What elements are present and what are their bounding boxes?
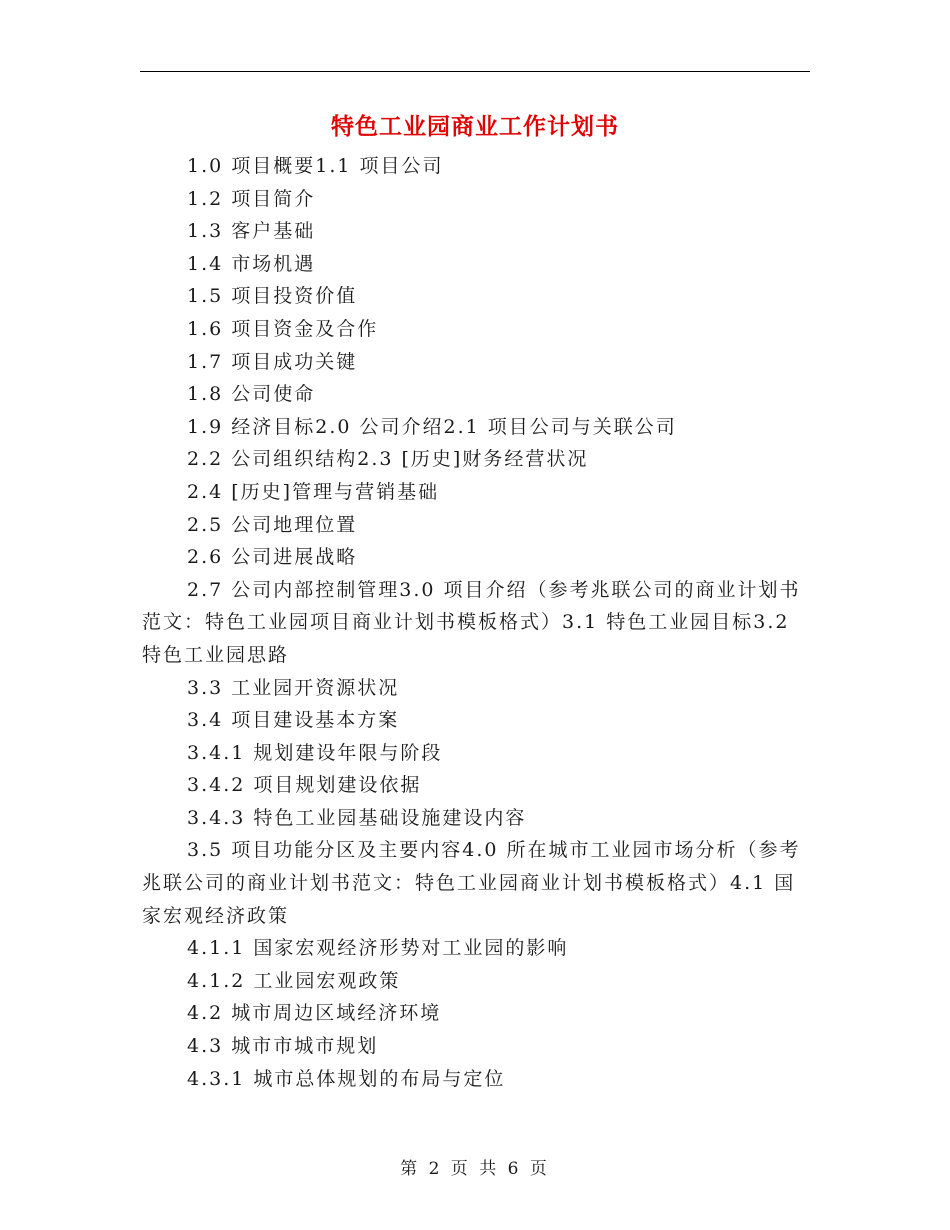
paragraph: 1.6 项目资金及合作 [187, 317, 379, 340]
paragraph: 1.3 客户基础 [187, 220, 316, 243]
paragraph: 2.6 公司进展战略 [187, 546, 358, 569]
paragraph: 3.5 项目功能分区及主要内容4.0 所在城市工业园市场分析（参考兆联公司的商业计划书范文：特色工业园商业计划书模板格式）4.1 国家宏观经济政策 [142, 839, 801, 927]
document-title: 特色工业园商业工作计划书 [331, 113, 619, 140]
paragraph: 1.4 市场机遇 [187, 252, 316, 275]
paragraph: 4.1.2 工业园宏观政策 [187, 969, 401, 992]
paragraph: 2.7 公司内部控制管理3.0 项目介绍（参考兆联公司的商业计划书范文：特色工业园项目商业计划书模板格式）3.1 特色工业园目标3.2 特色工业园思路 [142, 578, 801, 666]
paragraph: 4.3 城市市城市规划 [187, 1035, 379, 1058]
paragraph: 4.3.1 城市总体规划的布局与定位 [187, 1067, 506, 1090]
paragraph: 3.4.2 项目规划建设依据 [187, 774, 422, 797]
header-rule [140, 71, 810, 72]
paragraph: 3.4.1 规划建设年限与阶段 [187, 741, 443, 764]
paragraph: 1.0 项目概要1.1 项目公司 [187, 155, 444, 177]
paragraph: 3.3 工业园开资源状况 [187, 676, 400, 699]
paragraph: 1.2 项目简介 [187, 187, 316, 210]
paragraph: 1.5 项目投资价值 [187, 285, 358, 308]
paragraph: 3.4.3 特色工业园基础设施建设内容 [187, 806, 527, 829]
paragraph: 1.9 经济目标2.0 公司介绍2.1 项目公司与关联公司 [187, 415, 677, 438]
paragraph: 2.4 [历史]管理与营销基础 [187, 480, 440, 503]
paragraph: 4.2 城市周边区域经济环境 [187, 1002, 442, 1025]
page-number-footer: 第 2 页 共 6 页 [400, 1159, 550, 1179]
paragraph: 1.7 项目成功关键 [187, 350, 358, 373]
paragraph: 1.8 公司使命 [187, 383, 316, 406]
paragraph: 4.1.1 国家宏观经济形势对工业园的影响 [187, 937, 569, 960]
document-body [142, 150, 810, 1095]
paragraph: 2.2 公司组织结构2.3 [历史]财务经营状况 [187, 448, 589, 471]
paragraph: 3.4 项目建设基本方案 [187, 709, 400, 732]
paragraph: 2.5 公司地理位置 [187, 513, 358, 536]
